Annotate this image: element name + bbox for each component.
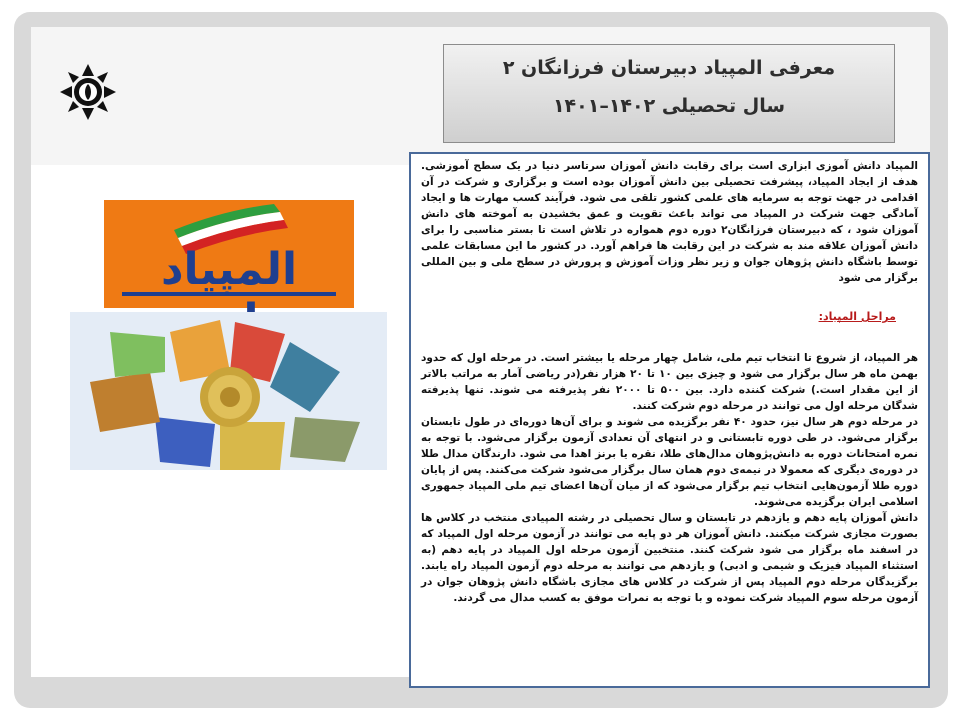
logo-text: المپیاد <box>160 244 298 295</box>
stages-paragraph-2: در مرحله دوم هر سال نیز، حدود ۴۰ نفر برگزیده می شوند و برای آن‌ها دوره‌ای در طول تابستان برگزار می‌شود. در طی دوره تابستانی و در انتهای آن تعدادی آزمون برگزار می‌شود. با توجه به نمره امتحانات دوره به دانش‌پژوهان مدال‌های طلا، نقره یا برنز اهدا می شود. دارندگان مدال طلا در دوره‌ی دیگری که معمولا در نیمه‌ی دوم همان سال برگزار می‌شود شرکت می‌کنند. پس از پایان دوره طلا آزمون‌هایی انتخاب تیم برگزار می‌شود که از میان آن‌ها اعضای تیم ملی المپیاد جمهوری اسلامی ایران برگزیده می‌شوند. <box>421 416 918 508</box>
intro-paragraph: المپیاد دانش آموزی ابزاری است برای رقابت دانش آموزان سرتاسر دنیا در یک سطح آموزشی. هدف از ایجاد المپیاد، پیشرفت تحصیلی بین دانش آموزان بوده است و برگزاری و شرکت در آن اقدامی در جهت توجه به سرمایه های علمی کشور تلقی می شود. فرآیند کسب مهارت ها و ایجاد آمادگی جهت شرکت در المپیاد می تواند باعث تقویت و عمق بخشیدن به آموخته های دانش آموزان شود ، که دبیرستان فرزانگان۲ دوره دوم همواره در تلاش است تا بستر مناسبی را برای دانش آموزان علاقه مند به شرکت در این رقابت ها فراهم آورد. در کشور ما این مسابقات علمی توسط باشگاه دانش پژوهان جوان و زیر نظر وزات آموزش و پرورش در سطح ملی و بین المللی برگزار می شود <box>421 160 918 284</box>
page-title: معرفی المپیاد دبیرستان فرزانگان ۲ <box>502 57 836 79</box>
stages-paragraph-3: دانش آموزان پایه دهم و یازدهم در تابستان و سال تحصیلی در رشته المپیادی منتخب در کلاس ها بصورت مجازی شرکت میکنند. دانش آموزان هر دو پایه می توانند در آزمون مرحله اول المپیاد که در اسفند ماه برگزار می شود شرکت کنند. منتخبین آزمون مرحله اول المپیاد در پایه دهم (به استثناء المپیاد فیزیک و شیمی و ادبی) و یازدهم می توانند به مرحله دوم آزمون المپیاد راه یابند. برگزیدگان مرحله دوم المپیاد پس از شرکت در کلاس های مجازی باشگاه دانش پژوهان جوان در آزمون مرحله سوم المپیاد شرکت نموده و با توجه به نمرات موفق به کسب مدال می گردند. <box>421 512 918 604</box>
stages-text <box>421 350 918 606</box>
collage-image <box>70 312 387 470</box>
stages-paragraph-1: هر المپیاد، از شروع تا انتخاب تیم ملی، شامل چهار مرحله یا بیشتر است. در مرحله اول که حدود بهمن ماه هر سال برگزار می شود و چیزی بین ۱۰ تا ۲۰ هزار نفر(در ریاضی آمار به مراتب بالاتر از این مقدار است.) شرکت کننده دارد. بین ۵۰۰ تا ۲۰۰۰ نفر پذیرفته می شوند. تنها پذیرفته شدگان مرحله اول می توانند در مرحله دوم شرکت کنند. <box>421 352 918 412</box>
olympiad-logo <box>104 200 354 308</box>
content-box <box>409 152 930 688</box>
stages-subheading: مراحل المپیاد: <box>818 310 896 323</box>
iran-emblem-icon <box>58 62 118 122</box>
academic-year: سال تحصیلی ۱۴۰۲–۱۴۰۱ <box>552 95 786 117</box>
olympiad-collage <box>70 312 387 470</box>
title-box <box>443 44 895 143</box>
